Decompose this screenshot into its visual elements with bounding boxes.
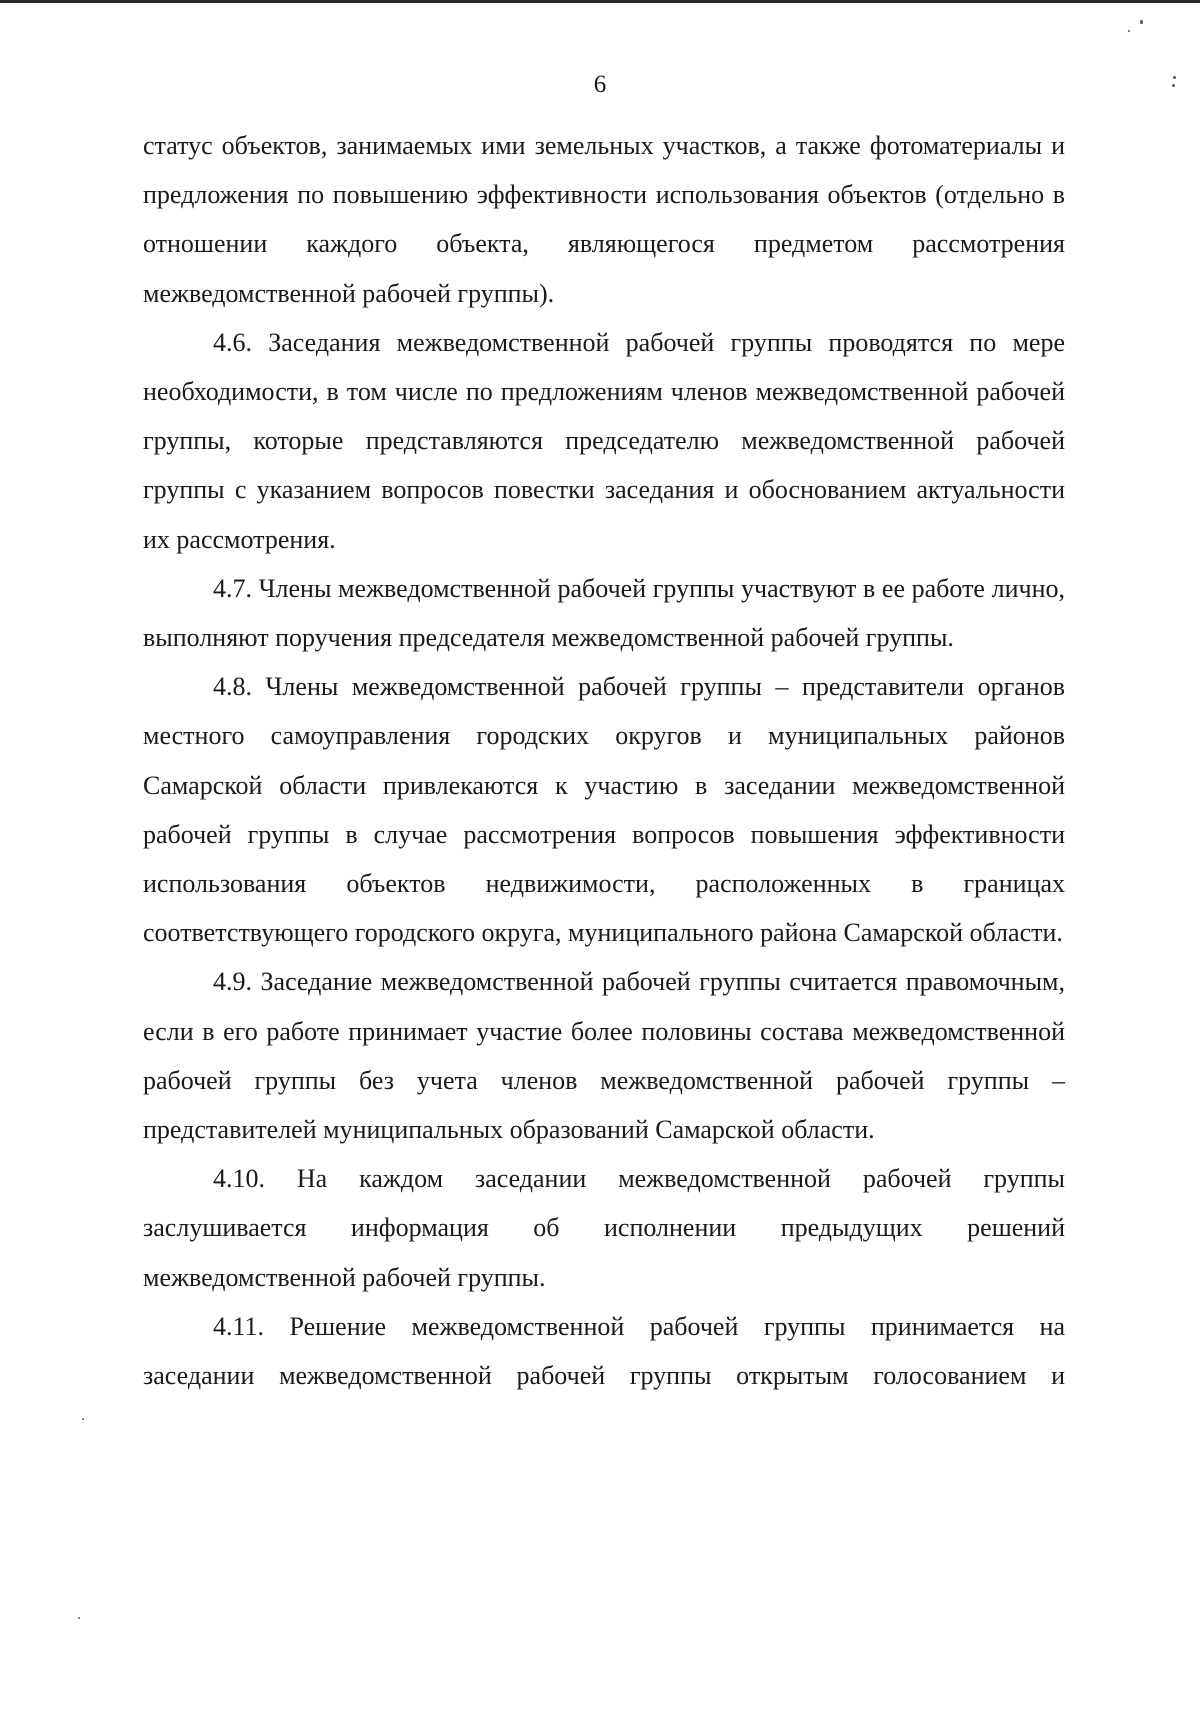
scan-speck [1173, 76, 1176, 79]
page-number: 6 [593, 71, 607, 98]
paragraph-4-6: 4.6. Заседания межведомственной рабочей группы проводятся по мере необходимости, в том числе по предложениям членов межведомственной рабочей группы, которые представляются председателю межведомственной рабочей группы с указанием вопросов повестки заседания и обоснованием актуальности их рассмотрения. [143, 327, 1065, 554]
scan-speck [82, 1418, 84, 1420]
paragraph-continuation: статус объектов, занимаемых ими земельных участков, а также фотоматериалы и предложения по повышению эффективности использования объектов (отдельно в отношении каждого объекта, являющегося предметом рассмотрения межведомственной рабочей группы). [143, 131, 1065, 308]
top-border-line [0, 0, 1200, 3]
paragraph-4-8: 4.8. Члены межведомственной рабочей группы – представители органов местного самоуправления городских округов и муниципальных районов Самарской области привлекаются к участию в заседании межведомственной рабочей группы в случае рассмотрения вопросов повышения эффективности использования объектов недвижимости, расположенных в границах соответствующего городского округа, муниципального района Самарской области. [143, 672, 1065, 948]
scan-speck [1140, 20, 1143, 24]
paragraph-4-7: 4.7. Члены межведомственной рабочей группы участвуют в ее работе лично, выполняют поручения председателя межведомственной рабочей группы. [143, 573, 1065, 653]
paragraph-4-9: 4.9. Заседание межведомственной рабочей группы считается правомочным, если в его работе принимает участие более половины состава межведомственной рабочей группы без учета членов межведомственной рабочей группы – представителей муниципальных образований Самарской области. [143, 967, 1065, 1145]
document-body [143, 121, 1065, 1400]
scan-speck [78, 1617, 80, 1619]
scan-speck [1128, 30, 1130, 32]
paragraph-4-10: 4.10. На каждом заседании межведомственной рабочей группы заслушивается информация об исполнении предыдущих решений межведомственной рабочей группы. [143, 1164, 1065, 1292]
paragraph-4-11: 4.11. Решение межведомственной рабочей группы принимается на заседании межведомственной рабочей группы открытым голосованием и [143, 1311, 1065, 1391]
scan-speck [1172, 84, 1175, 87]
